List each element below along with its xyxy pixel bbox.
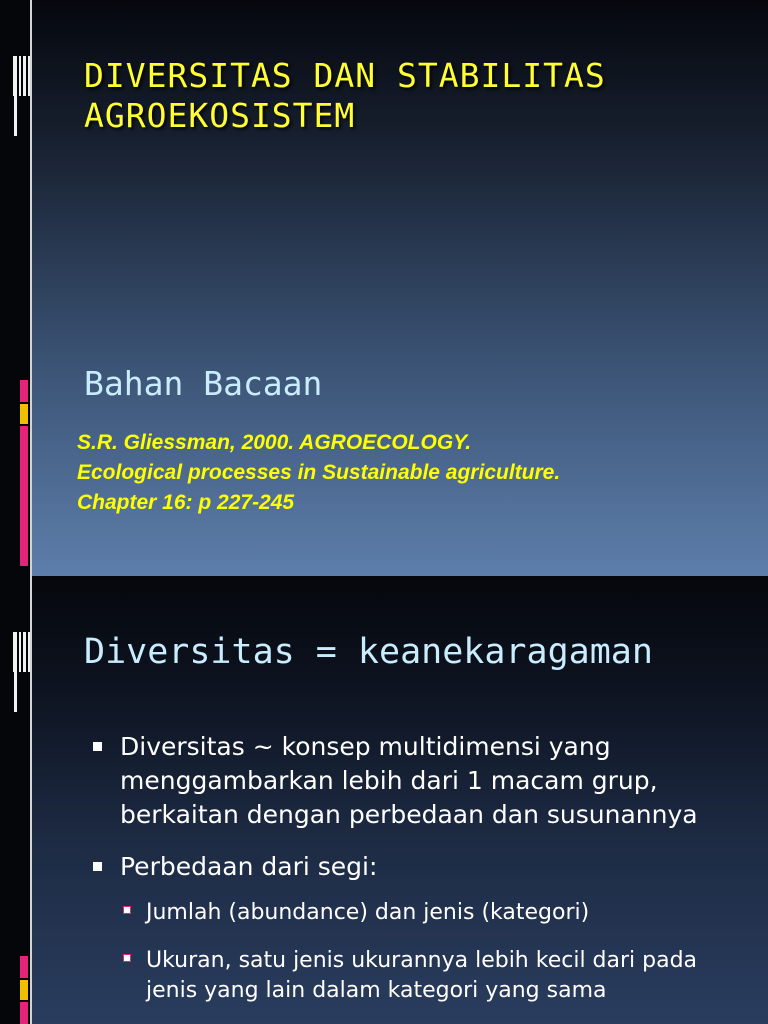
bullet-text: Perbedaan dari segi:	[120, 852, 378, 881]
square-bullet-icon	[93, 862, 102, 871]
hollow-square-bullet-icon	[123, 954, 131, 962]
sub-bullet-text: Ukuran, satu jenis ukurannya lebih kecil dari pada jenis yang lain dalam kategori yang sama	[146, 948, 698, 1003]
decorative-stripes	[13, 56, 33, 96]
decorative-stripes	[13, 632, 33, 672]
list-item	[90, 850, 750, 1006]
reference-line: S.R. Gliessman, 2000. AGROECOLOGY.	[77, 431, 472, 454]
accent-bar-magenta-long	[20, 426, 28, 566]
reference-line: Ecological processes in Sustainable agriculture.	[77, 461, 561, 484]
slide-title: DIVERSITAS DAN STABILITAS AGROEKOSISTEM	[84, 56, 606, 135]
slide-subtitle: Bahan Bacaan	[84, 364, 323, 403]
square-bullet-icon	[93, 742, 102, 751]
accent-bar-magenta	[20, 380, 28, 402]
hollow-square-bullet-icon	[123, 906, 131, 914]
accent-bar-yellow	[20, 980, 28, 1000]
list-item	[120, 898, 750, 928]
accent-bar-magenta	[20, 956, 28, 978]
bullet-list	[90, 730, 750, 1024]
list-item	[120, 946, 750, 1006]
sub-bullet-list	[120, 898, 750, 1006]
slide-title: Diversitas = keanekaragaman	[84, 632, 653, 672]
reference-line: Chapter 16: p 227-245	[77, 491, 295, 514]
sub-bullet-text: Jumlah (abundance) dan jenis (kategori)	[146, 900, 590, 925]
bullet-text: Diversitas ~ konsep multidimensi yang menggambarkan lebih dari 1 macam grup, berkaitan dengan perbedaan dan susunannya	[120, 732, 698, 829]
reference-text	[77, 428, 560, 518]
accent-bar-magenta-long	[20, 1002, 28, 1024]
slide-2	[0, 576, 768, 1024]
list-item	[90, 730, 750, 832]
accent-bar-yellow	[20, 404, 28, 424]
